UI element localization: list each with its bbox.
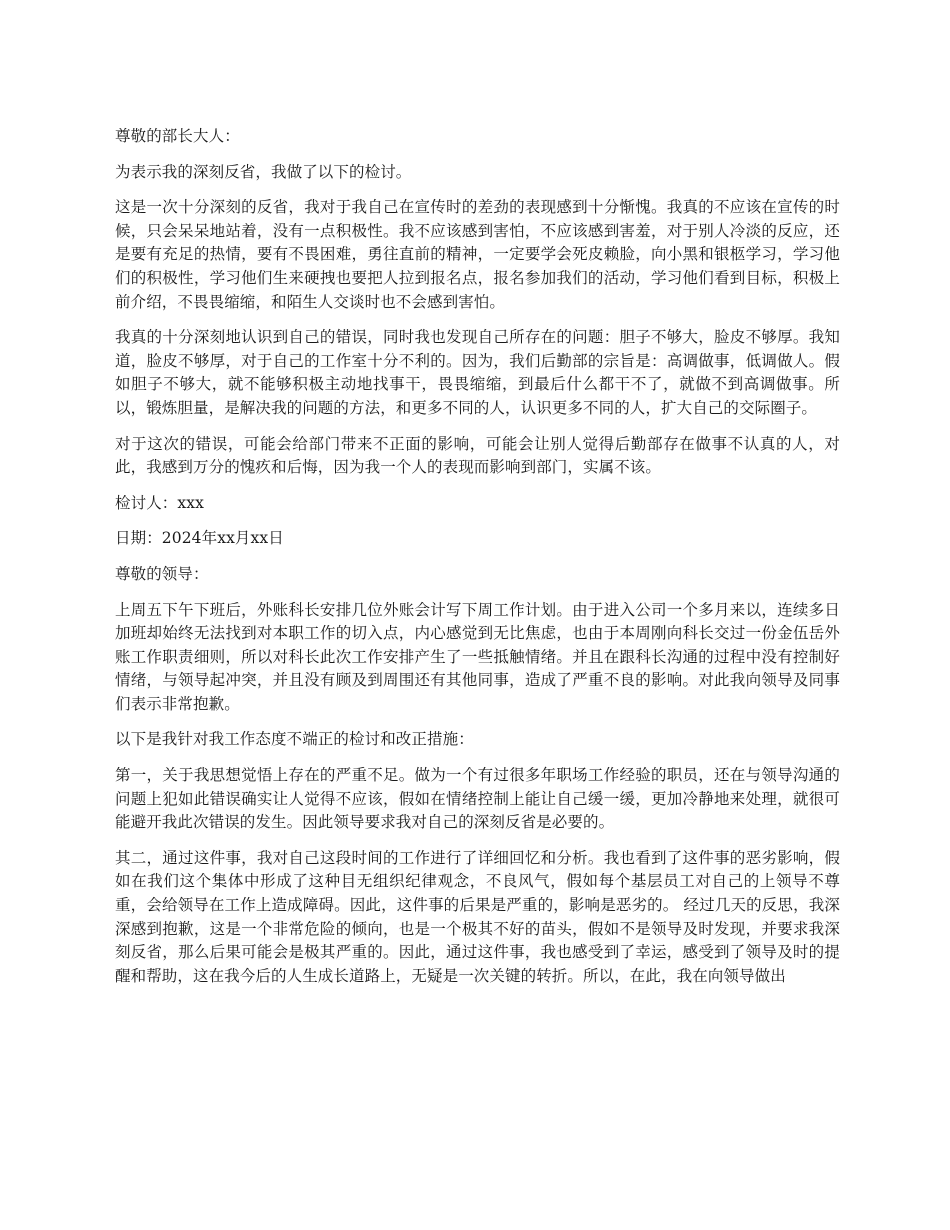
date-line: 日期：2024年xx月xx日 bbox=[115, 529, 284, 548]
salutation-leader: 尊敬的领导： bbox=[115, 564, 209, 583]
measures-intro: 以下是我针对我工作态度不端正的检讨和改正措施： bbox=[115, 730, 474, 749]
point-two-paragraph: 其二，通过这件事，我对自己这段时间的工作进行了详细回忆和分析。我也看到了这件事的恶劣影响，假如在我们这个集体中形成了这种目无组织纪律观念，不良风气，假如每个基层员工对自己的上领导不尊重，会给领导在工作上造成障碍。因此，这件事的后果是严重的，影响是恶劣的。 经过几天的反思，我深深感到抱歉，这是一个非常危险的倾向，也是一个极其不好的苗头，假如不是领导及时发现，并要求我深刻反省，那么后果可能会是极其严重的。因此，通过这件事，我也感受到了幸运，感受到了领导及时的提醒和帮助，这在我今后的人生成长道路上，无疑是一次关键的转折。所以，在此，我在向领导做出 bbox=[115, 848, 840, 985]
document-body bbox=[115, 125, 840, 1000]
intro-paragraph: 为表示我的深刻反省，我做了以下的检讨。 bbox=[115, 162, 412, 181]
apology-paragraph: 对于这次的错误，可能会给部门带来不正面的影响，可能会让别人觉得后勤部存在做事不认真的人，对此，我感到万分的愧疚和后悔，因为我一个人的表现而影响到部门，实属不该。 bbox=[115, 434, 840, 477]
signer-line: 检讨人：xxx bbox=[115, 493, 204, 512]
point-one-paragraph: 第一，关于我思想觉悟上存在的严重不足。做为一个有过很多年职场工作经验的职员，还在与领导沟通的问题上犯如此错误确实让人觉得不应该，假如在情绪控制上能让自己缓一缓，更加冷静地来处理，就很可能避开我此次错误的发生。因此领导要求我对自己的深刻反省是必要的。 bbox=[115, 766, 840, 832]
reflection-paragraph: 这是一次十分深刻的反省，我对于我自己在宣传时的差劲的表现感到十分惭愧。我真的不应该在宣传的时候，只会呆呆地站着，没有一点积极性。我不应该感到害怕，不应该感到害羞，对于别人冷淡的反应，还是要有充足的热情，要有不畏困难，勇往直前的精神，一定要学会死皮赖脸，向小黑和银柩学习，学习他们的积极性，学习他们生来硬拽也要把人拉到报名点，报名参加我们的活动，学习他们看到目标，积极上前介绍，不畏畏缩缩，和陌生人交谈时也不会感到害怕。 bbox=[115, 198, 840, 311]
salutation-minister: 尊敬的部长大人： bbox=[115, 127, 240, 145]
incident-paragraph: 上周五下午下班后，外账科长安排几位外账会计写下周工作计划。由于进入公司一个多月来以，连续多日加班却始终无法找到对本职工作的切入点，内心感觉到无比焦虑，也由于本周刚向科长交过一份金伍岳外账工作职责细则，所以对科长此次工作安排产生了一些抵触情绪。并且在跟科长沟通的过程中没有控制好情绪，与领导起冲突，并且没有顾及到周围还有其他同事，造成了严重不良的影响。对此我向领导及同事们表示非常抱歉。 bbox=[115, 600, 840, 713]
self-awareness-paragraph: 我真的十分深刻地认识到自己的错误，同时我也发现自己所存在的问题：胆子不够大，脸皮不够厚。我知道，脸皮不够厚，对于自己的工作室十分不利的。因为，我们后勤部的宗旨是：高调做事，低调做人。假如胆子不够大，就不能够积极主动地找事干，畏畏缩缩，到最后什么都干不了，就做不到高调做事。所以，锻炼胆量，是解决我的问题的方法，和更多不同的人，认识更多不同的人，扩大自己的交际圈子。 bbox=[115, 328, 840, 417]
